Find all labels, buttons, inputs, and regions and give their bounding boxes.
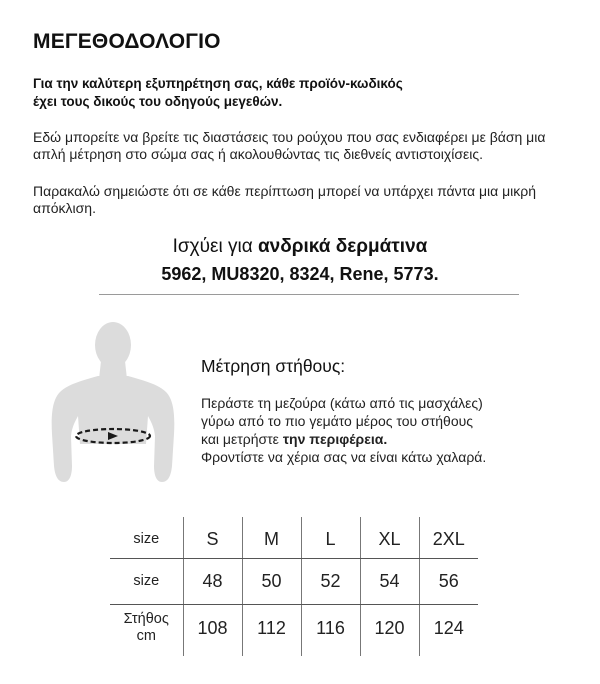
table-cell: 108	[183, 604, 242, 656]
table-cell: 52	[301, 558, 360, 604]
table-cell: 124	[419, 604, 478, 656]
page-title: ΜΕΓΕΘΟΔΟΛΟΓΙΟ	[33, 30, 221, 53]
table-cell: 48	[183, 558, 242, 604]
product-codes: 5962, MU8320, 8324, Rene, 5773.	[161, 264, 439, 284]
chest-measurement-title: Μέτρηση στήθους:	[201, 356, 346, 376]
table-cell: 56	[419, 558, 478, 604]
size-table	[110, 517, 478, 656]
table-row	[110, 558, 478, 604]
table-cell: 112	[242, 604, 301, 656]
table-cell: M	[242, 517, 301, 558]
chest-measurement-instructions	[201, 394, 581, 466]
instruction-line-1: Περάστε τη μεζούρα (κάτω από τις μασχάλες)	[201, 395, 483, 411]
section-divider	[99, 294, 519, 295]
table-cell: S	[183, 517, 242, 558]
table-cell: L	[301, 517, 360, 558]
row-label: size	[110, 558, 183, 604]
intro-line-2: έχει τους δικούς του οδηγούς μεγεθών.	[33, 94, 283, 109]
instruction-line-3: και μετρήστε την περιφέρεια.	[201, 431, 388, 447]
applies-to-line	[0, 236, 600, 258]
applies-category: ανδρικά δερμάτινα	[257, 236, 428, 257]
table-row	[110, 604, 478, 656]
instruction-line-4: Φροντίστε να χέρια σας να είναι κάτω χαλαρά.	[201, 449, 487, 465]
instruction-line-2: γύρω από το πιο γεμάτο μέρος του στήθους	[201, 413, 474, 429]
torso-silhouette-icon	[46, 316, 181, 491]
paragraph-deviation: Παρακαλώ σημειώστε ότι σε κάθε περίπτωση μπορεί να υπάρχει πάντα μια μικρή απόκλιση.	[33, 183, 537, 216]
applies-prefix: Ισχύει για	[172, 236, 258, 257]
intro-text	[33, 75, 573, 111]
table-cell: 120	[360, 604, 419, 656]
table-cell: 2XL	[419, 517, 478, 558]
table-cell: 116	[301, 604, 360, 656]
row-label: Στήθος cm	[123, 611, 169, 645]
row-label: size	[110, 517, 183, 558]
table-row	[110, 517, 478, 558]
intro-line-1: Για την καλύτερη εξυπηρέτηση σας, κάθε προϊόν-κωδικός	[33, 76, 403, 91]
paragraph-dimensions: Εδώ μπορείτε να βρείτε τις διαστάσεις του ρούχου που σας ενδιαφέρει με βάση μια απλή μέτρηση στο σώμα σας ή ακολουθώντας τις διεθνείς αντιστοιχίσεις.	[33, 129, 546, 162]
table-cell: XL	[360, 517, 419, 558]
table-cell: 54	[360, 558, 419, 604]
table-cell: 50	[242, 558, 301, 604]
